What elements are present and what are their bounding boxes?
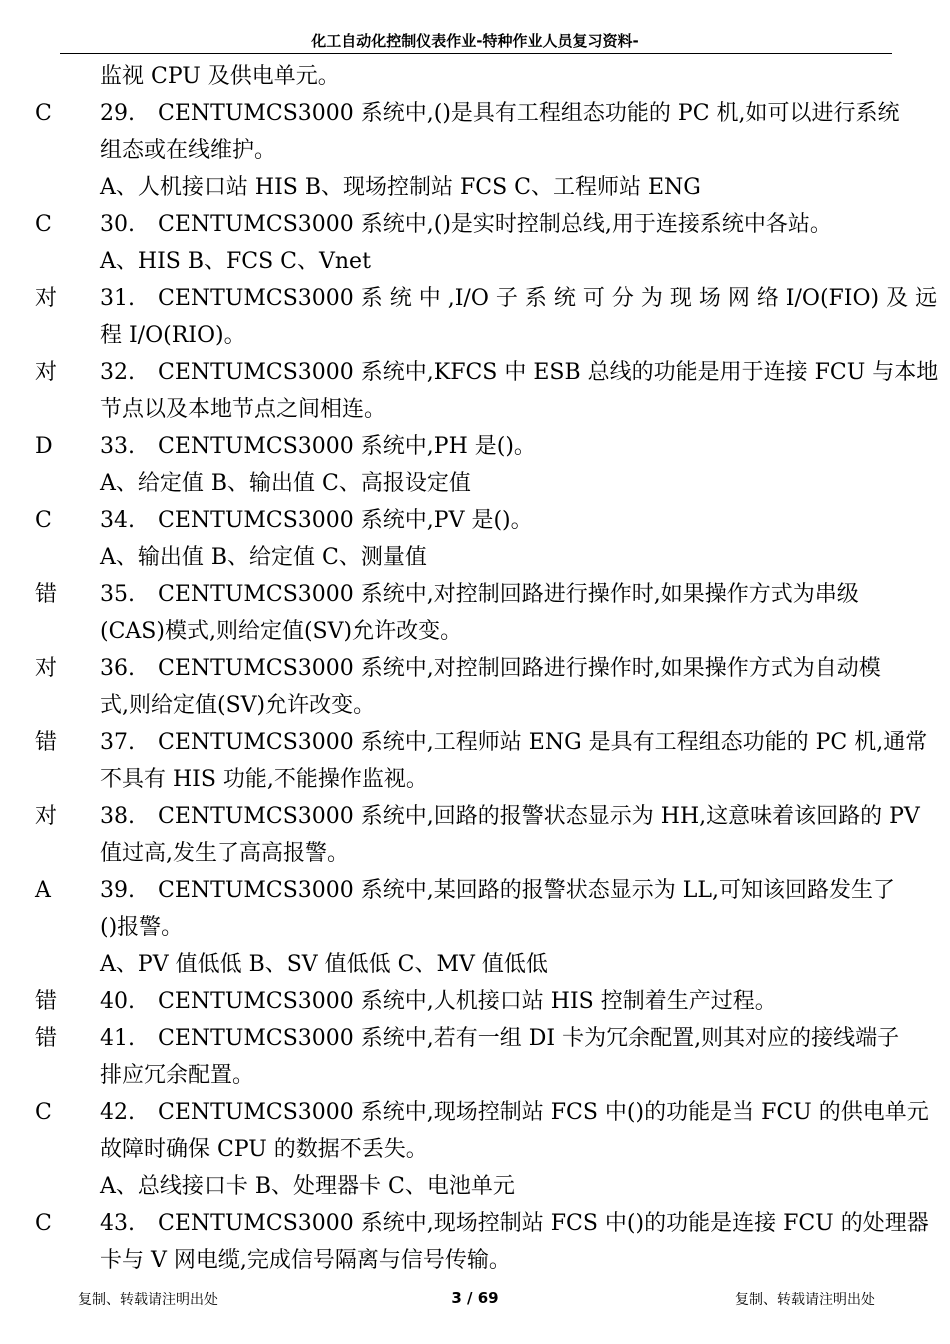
question-text-continued: 故障时确保 CPU 的数据不丢失。 bbox=[100, 1137, 428, 1162]
document-body bbox=[0, 58, 950, 1279]
continuation-line bbox=[0, 58, 950, 95]
question-number: 42. bbox=[100, 1100, 135, 1125]
answer-key: C bbox=[35, 101, 52, 126]
answer-key: 错 bbox=[35, 989, 58, 1014]
options-line bbox=[0, 946, 950, 983]
continuation-line bbox=[0, 1242, 950, 1279]
page-number: 3 / 69 bbox=[451, 1289, 499, 1307]
continuation-line bbox=[0, 761, 950, 798]
question-number: 40. bbox=[100, 989, 135, 1014]
question-line bbox=[0, 95, 950, 132]
continuation-line bbox=[0, 132, 950, 169]
question-line bbox=[0, 428, 950, 465]
question-text: CENTUMCS3000 系统中,工程师站 ENG 是具有工程组态功能的 PC 机,通常 bbox=[158, 730, 928, 755]
continuation-line bbox=[0, 1131, 950, 1168]
footer-right-note: 复制、转载请注明出处 bbox=[735, 1292, 875, 1308]
answer-key: 错 bbox=[35, 1026, 58, 1051]
answer-key: C bbox=[35, 1100, 52, 1125]
question-line bbox=[0, 798, 950, 835]
question-text: CENTUMCS3000 系统中,KFCS 中 ESB 总线的功能是用于连接 FCU 与本地 bbox=[158, 360, 939, 385]
answer-key: 对 bbox=[35, 656, 58, 681]
continuation-line bbox=[0, 391, 950, 428]
continuation-line bbox=[0, 613, 950, 650]
question-number: 36. bbox=[100, 656, 135, 681]
continuation-line bbox=[0, 909, 950, 946]
question-line bbox=[0, 872, 950, 909]
question-text-continued: 卡与 V 网电缆,完成信号隔离与信号传输。 bbox=[100, 1248, 511, 1273]
options-line bbox=[0, 169, 950, 206]
question-line bbox=[0, 1094, 950, 1131]
question-number: 41. bbox=[100, 1026, 135, 1051]
question-line bbox=[0, 576, 950, 613]
question-number: 37. bbox=[100, 730, 135, 755]
question-text: CENTUMCS3000 系 统 中 ,I/O 子 系 统 可 分 为 现 场 网 络 I/O(FIO) 及 远 bbox=[158, 286, 938, 311]
continuation-line bbox=[0, 1057, 950, 1094]
options-line bbox=[0, 465, 950, 502]
page-footer bbox=[0, 1289, 950, 1309]
footer-left-note: 复制、转载请注明出处 bbox=[78, 1292, 218, 1308]
question-number: 31. bbox=[100, 286, 135, 311]
question-number: 34. bbox=[100, 508, 135, 533]
question-line bbox=[0, 206, 950, 243]
question-text: CENTUMCS3000 系统中,对控制回路进行操作时,如果操作方式为串级 bbox=[158, 582, 859, 607]
options-line bbox=[0, 1168, 950, 1205]
answer-key: 对 bbox=[35, 804, 58, 829]
answer-key: C bbox=[35, 212, 52, 237]
question-number: 43. bbox=[100, 1211, 135, 1236]
question-text: CENTUMCS3000 系统中,()是实时控制总线,用于连接系统中各站。 bbox=[158, 212, 832, 237]
question-line bbox=[0, 983, 950, 1020]
question-text: CENTUMCS3000 系统中,若有一组 DI 卡为冗余配置,则其对应的接线端子 bbox=[158, 1026, 900, 1051]
answer-key: D bbox=[35, 434, 53, 459]
question-text: CENTUMCS3000 系统中,现场控制站 FCS 中()的功能是连接 FCU 的处理器 bbox=[158, 1211, 929, 1236]
question-number: 39. bbox=[100, 878, 135, 903]
question-text: CENTUMCS3000 系统中,回路的报警状态显示为 HH,这意味着该回路的 PV bbox=[158, 804, 920, 829]
answer-options: A、总线接口卡 B、处理器卡 C、电池单元 bbox=[100, 1174, 515, 1199]
answer-options: A、HIS B、FCS C、Vnet bbox=[100, 249, 371, 274]
answer-key: 错 bbox=[35, 730, 58, 755]
question-text: CENTUMCS3000 系统中,PH 是()。 bbox=[158, 434, 536, 459]
question-text-continued: 监视 CPU 及供电单元。 bbox=[100, 64, 340, 89]
answer-key: C bbox=[35, 1211, 52, 1236]
question-text: CENTUMCS3000 系统中,人机接口站 HIS 控制着生产过程。 bbox=[158, 989, 777, 1014]
question-number: 32. bbox=[100, 360, 135, 385]
question-text-continued: (CAS)模式,则给定值(SV)允许改变。 bbox=[100, 619, 463, 644]
question-text: CENTUMCS3000 系统中,()是具有工程组态功能的 PC 机,如可以进行系统 bbox=[158, 101, 900, 126]
options-line bbox=[0, 539, 950, 576]
question-text-continued: 组态或在线维护。 bbox=[100, 138, 277, 163]
question-text-continued: 排应冗余配置。 bbox=[100, 1063, 255, 1088]
answer-options: A、PV 值低低 B、SV 值低低 C、MV 值低低 bbox=[100, 952, 548, 977]
question-number: 29. bbox=[100, 101, 135, 126]
continuation-line bbox=[0, 835, 950, 872]
header-rule bbox=[60, 53, 892, 54]
page-header-title: 化工自动化控制仪表作业-特种作业人员复习资料- bbox=[311, 32, 639, 50]
answer-options: A、输出值 B、给定值 C、测量值 bbox=[100, 545, 427, 570]
question-number: 30. bbox=[100, 212, 135, 237]
question-text: CENTUMCS3000 系统中,现场控制站 FCS 中()的功能是当 FCU 的供电单元 bbox=[158, 1100, 929, 1125]
continuation-line bbox=[0, 317, 950, 354]
question-number: 35. bbox=[100, 582, 135, 607]
answer-options: A、给定值 B、输出值 C、高报设定值 bbox=[100, 471, 471, 496]
question-line bbox=[0, 280, 950, 317]
question-line bbox=[0, 502, 950, 539]
question-number: 33. bbox=[100, 434, 135, 459]
answer-key: C bbox=[35, 508, 52, 533]
question-text-continued: 值过高,发生了高高报警。 bbox=[100, 841, 349, 866]
question-text: CENTUMCS3000 系统中,对控制回路进行操作时,如果操作方式为自动模 bbox=[158, 656, 881, 681]
question-line bbox=[0, 724, 950, 761]
continuation-line bbox=[0, 687, 950, 724]
question-line bbox=[0, 1020, 950, 1057]
question-text-continued: 式,则给定值(SV)允许改变。 bbox=[100, 693, 376, 718]
answer-key: 错 bbox=[35, 582, 58, 607]
answer-options: A、人机接口站 HIS B、现场控制站 FCS C、工程师站 ENG bbox=[100, 175, 701, 200]
answer-key: 对 bbox=[35, 286, 58, 311]
question-line bbox=[0, 1205, 950, 1242]
question-number: 38. bbox=[100, 804, 135, 829]
question-text-continued: 节点以及本地节点之间相连。 bbox=[100, 397, 387, 422]
question-text-continued: 程 I/O(RIO)。 bbox=[100, 323, 246, 348]
question-line bbox=[0, 354, 950, 391]
answer-key: 对 bbox=[35, 360, 58, 385]
question-text-continued: ()报警。 bbox=[100, 915, 184, 940]
options-line bbox=[0, 243, 950, 280]
question-text: CENTUMCS3000 系统中,某回路的报警状态显示为 LL,可知该回路发生了 bbox=[158, 878, 895, 903]
question-line bbox=[0, 650, 950, 687]
question-text: CENTUMCS3000 系统中,PV 是()。 bbox=[158, 508, 533, 533]
question-text-continued: 不具有 HIS 功能,不能操作监视。 bbox=[100, 767, 428, 792]
answer-key: A bbox=[35, 878, 51, 903]
